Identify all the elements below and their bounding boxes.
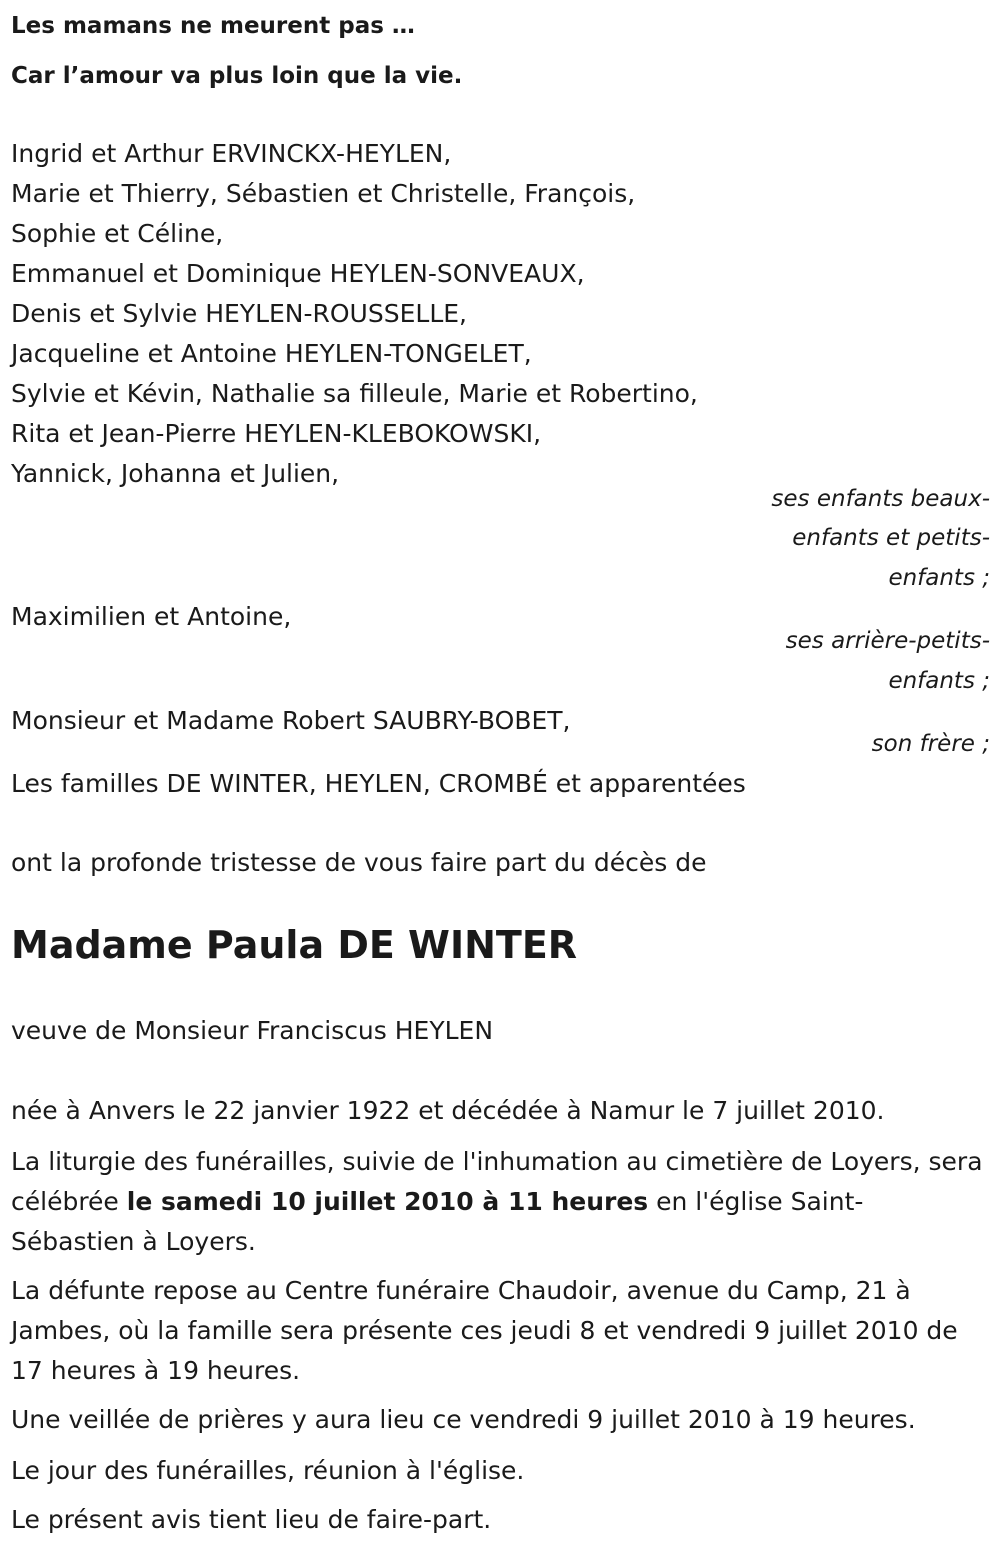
brother: Monsieur et Madame Robert SAUBRY-BOBET, [11,706,571,735]
motto-line-2: Car l’amour va plus loin que la vie. [11,63,463,89]
brother-role: son frère ; [871,731,990,757]
liturgy-paragraph [11,1142,986,1262]
birth-death: née à Anvers le 22 janvier 1922 et décédée à Namur le 7 juillet 2010. [11,1096,885,1125]
children-role-line: enfants et petits- [792,525,990,551]
family-line: Denis et Sylvie HEYLEN-ROUSSELLE, [11,299,467,328]
family-line: Yannick, Johanna et Julien, [11,459,340,488]
motto-line-1: Les mamans ne meurent pas … [11,13,415,39]
family-line: Emmanuel et Dominique HEYLEN-SONVEAUX, [11,259,585,288]
notice-paragraph: Le présent avis tient lieu de faire-part. [11,1505,492,1534]
liturgy-date: le samedi 10 juillet 2010 à 11 heures [126,1187,649,1216]
liturgy-text: La liturgie des funérailles, suivie de l'inhumation au cimetière de Loyers, sera célébrée [11,1147,983,1216]
extended-families: Les familles DE WINTER, HEYLEN, CROMBÉ et apparentées [11,769,746,798]
great-grandchildren-role-line: ses arrière-petits- [785,628,990,654]
children-role-line: ses enfants beaux- [771,486,990,512]
family-line: Rita et Jean-Pierre HEYLEN-KLEBOKOWSKI, [11,419,542,448]
family-line: Jacqueline et Antoine HEYLEN-TONGELET, [11,339,532,368]
liturgy-text: en l'église Saint-Sébastien à Loyers. [11,1187,864,1256]
family-line: Sophie et Céline, [11,219,224,248]
great-grandchildren: Maximilien et Antoine, [11,602,292,631]
family-line: Sylvie et Kévin, Nathalie sa filleule, Marie et Robertino, [11,379,698,408]
vigil-paragraph: Une veillée de prières y aura lieu ce vendredi 9 juillet 2010 à 19 heures. [11,1405,916,1434]
family-line: Ingrid et Arthur ERVINCKX-HEYLEN, [11,139,452,168]
family-line: Marie et Thierry, Sébastien et Christelle, François, [11,179,636,208]
rest-paragraph: La défunte repose au Centre funéraire Chaudoir, avenue du Camp, 21 à Jambes, où la famille sera présente ces jeudi 8 et vendredi 9 juillet 2010 de 17 heures à 19 heures. [11,1276,958,1385]
widow-of: veuve de Monsieur Franciscus HEYLEN [11,1016,494,1045]
meeting-paragraph: Le jour des funérailles, réunion à l'église. [11,1456,525,1485]
deceased-name: Madame Paula DE WINTER [11,923,578,967]
children-role-line: enfants ; [888,565,990,591]
announcement: ont la profonde tristesse de vous faire part du décès de [11,848,707,877]
great-grandchildren-role-line: enfants ; [888,668,990,694]
